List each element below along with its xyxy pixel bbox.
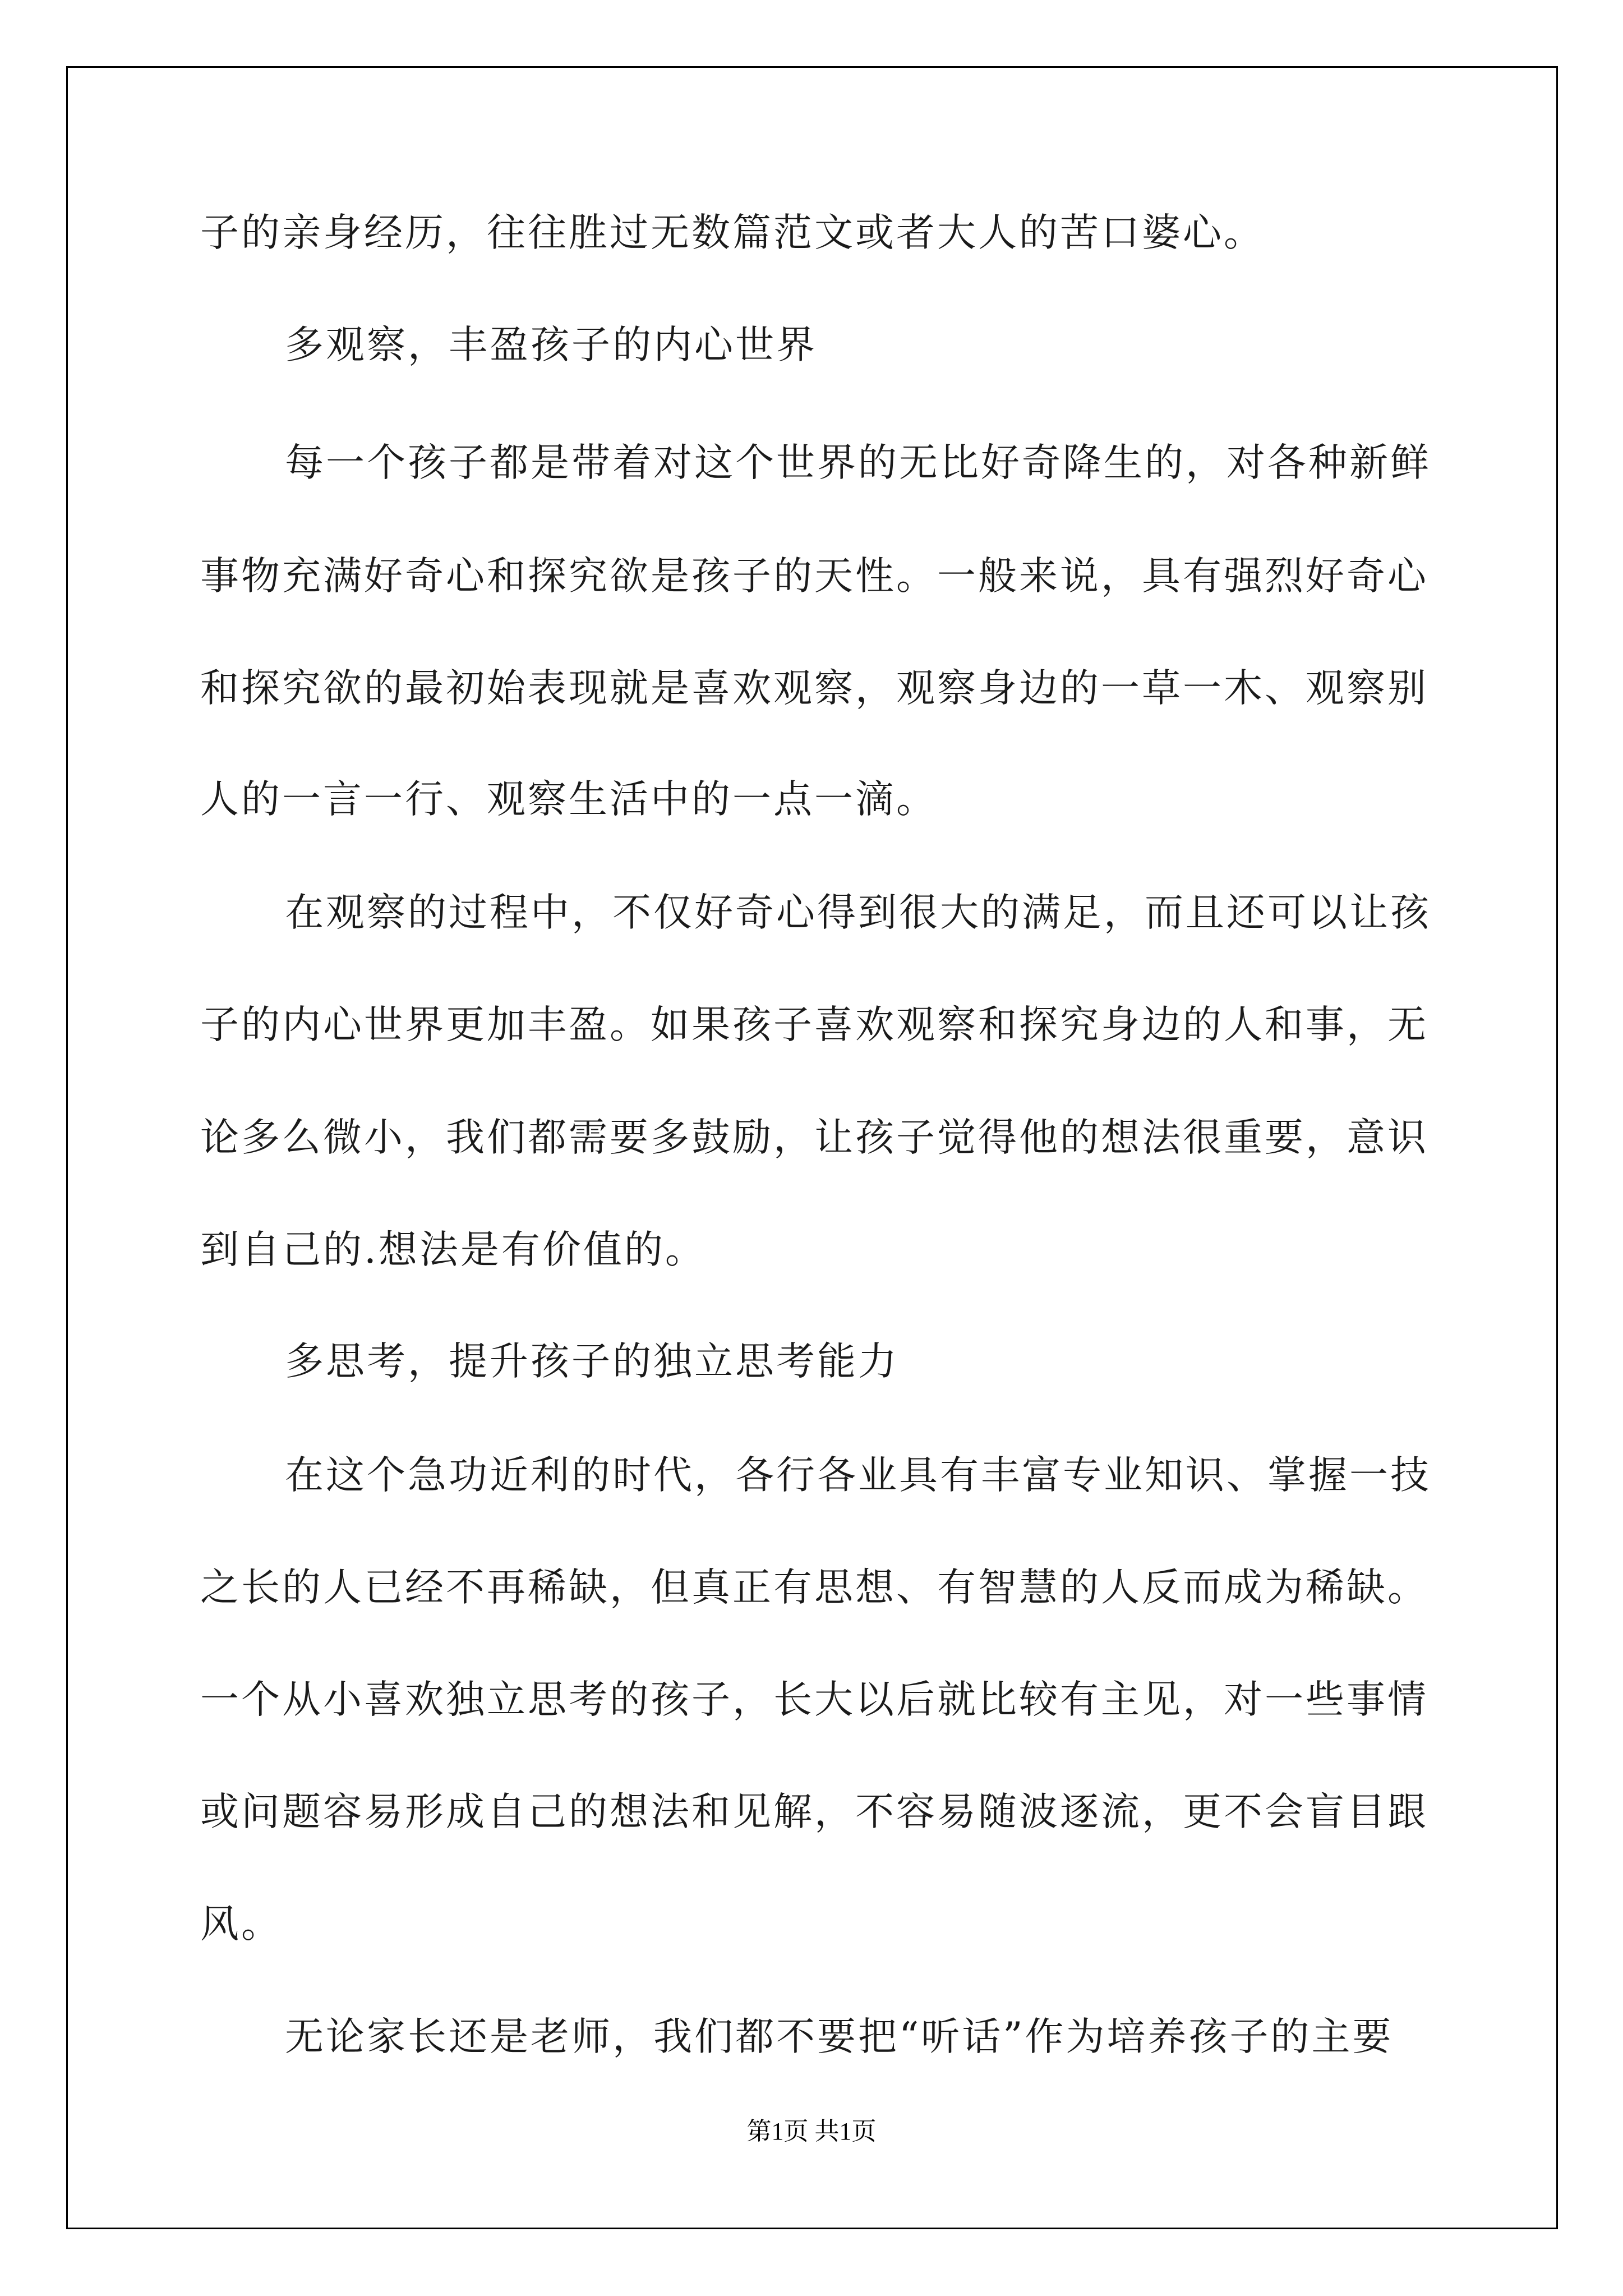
body-line: 论多么微小，我们都需要多鼓励，让孩子觉得他的想法很重要，意识	[200, 1115, 1428, 1160]
body-line: 人的一言一行、观察生活中的一点一滴。	[200, 777, 937, 822]
body-line: 每一个孩子都是带着对这个世界的无比好奇降生的，对各种新鲜	[285, 440, 1431, 485]
body-line: 在这个急功近利的时代，各行各业具有丰富专业知识、掌握一技	[285, 1453, 1431, 1498]
body-line: 或问题容易形成自己的想法和见解，不容易随波逐流，更不会盲目跟	[200, 1789, 1428, 1834]
body-line: 子的亲身经历，往往胜过无数篇范文或者大人的苦口婆心。	[200, 210, 1265, 255]
body-line: 在观察的过程中，不仅好奇心得到很大的满足，而且还可以让孩	[285, 890, 1431, 935]
body-line: 和探究欲的最初始表现就是喜欢观察，观察身边的一草一木、观察别	[200, 666, 1428, 711]
page-number-footer: 第1页 共1页	[746, 2118, 877, 2145]
body-line: 子的内心世界更加丰盈。如果孩子喜欢观察和探究身边的人和事，无	[200, 1002, 1428, 1047]
body-line: 无论家长还是老师，我们都不要把“听话”作为培养孩子的主要	[285, 2014, 1394, 2059]
body-line: 风。	[200, 1902, 282, 1947]
body-line: 一个从小喜欢独立思考的孩子，长大以后就比较有主见，对一些事情	[200, 1677, 1428, 1722]
body-line: 之长的人已经不再稀缺，但真正有思想、有智慧的人反而成为稀缺。	[200, 1565, 1428, 1610]
body-line: 事物充满好奇心和探究欲是孩子的天性。一般来说，具有强烈好奇心	[200, 554, 1428, 599]
body-line: 到自己的.想法是有价值的。	[200, 1227, 706, 1272]
section-heading-think: 多思考，提升孩子的独立思考能力	[285, 1339, 899, 1384]
section-heading-observe: 多观察，丰盈孩子的内心世界	[285, 323, 817, 367]
